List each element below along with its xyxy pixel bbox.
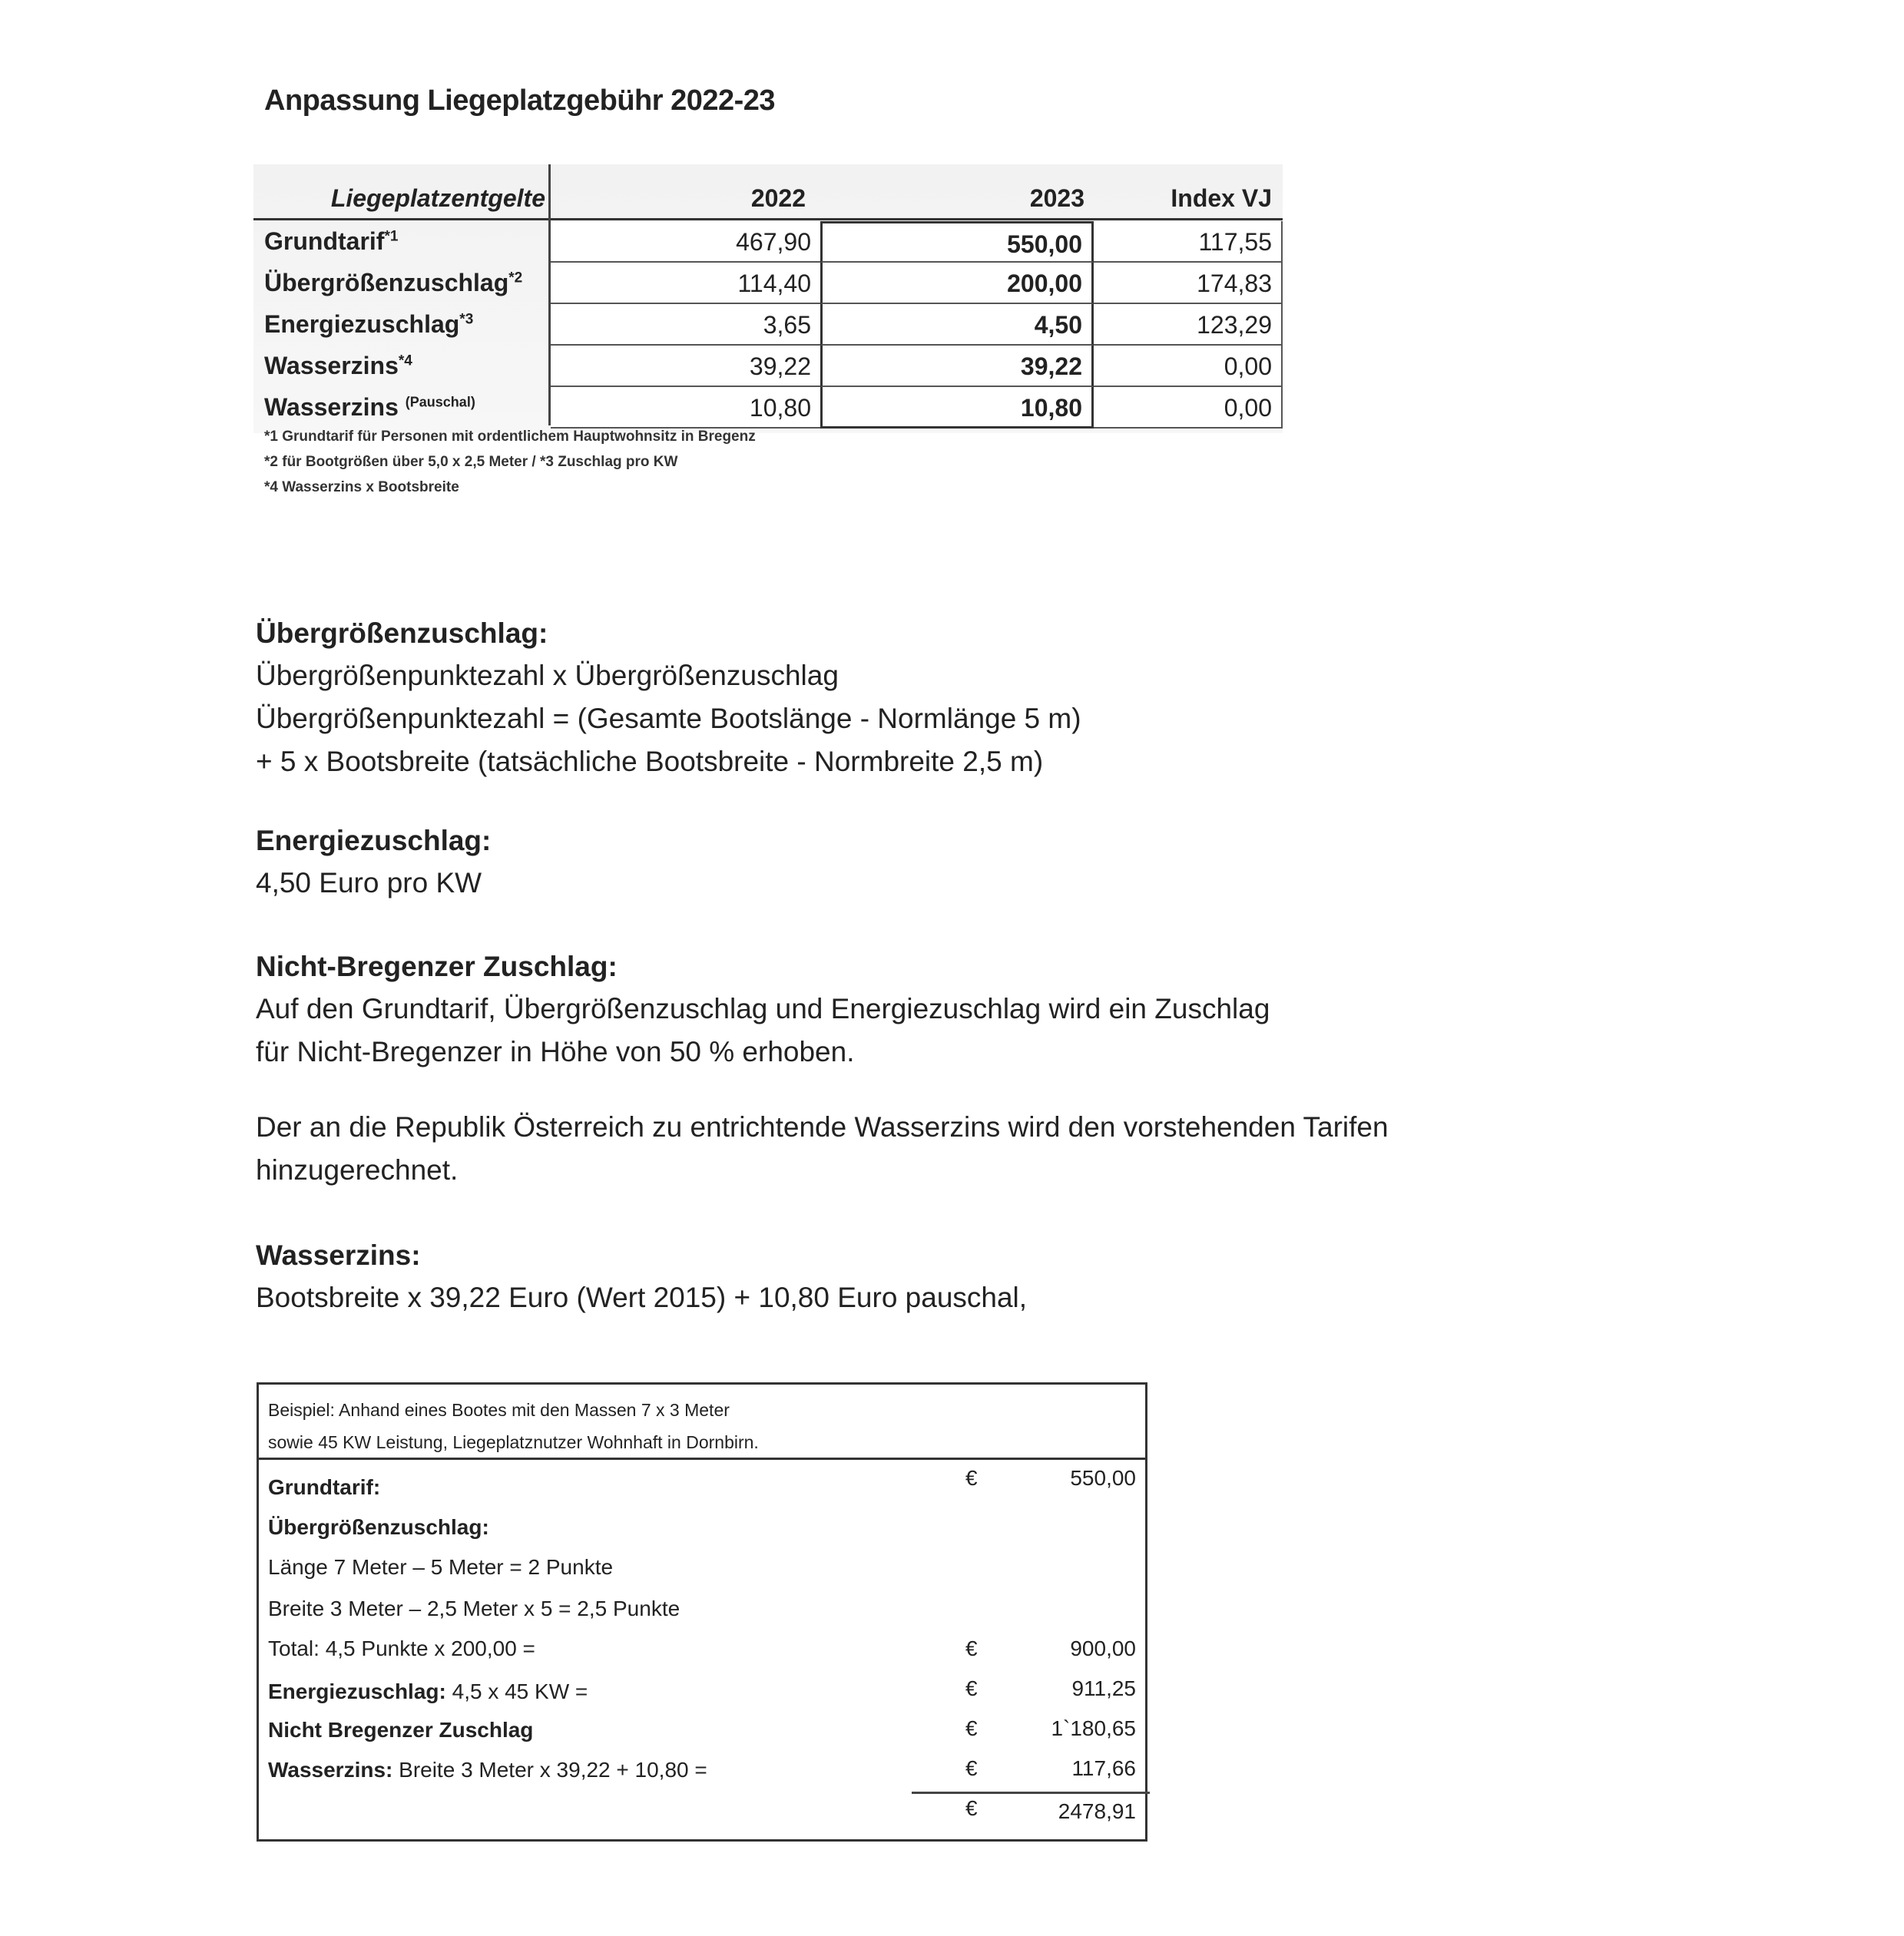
example-line-non-bregenz: Nicht Bregenzer Zuschlag xyxy=(268,1718,534,1742)
cell-2022: 114,40 xyxy=(551,263,820,304)
example-line-total-points: Total: 4,5 Punkte x 200,00 = xyxy=(268,1636,535,1660)
row-label: Übergrößenzuschlag$^{*2}$ xyxy=(264,269,523,296)
section-water xyxy=(256,1235,1027,1319)
currency-symbol: € xyxy=(965,1756,978,1780)
cell-2023: 10,80 xyxy=(820,387,1094,429)
table-row xyxy=(253,346,1283,387)
row-label: Grundtarif$^{*1}$ xyxy=(264,227,399,255)
section-energy xyxy=(256,820,491,905)
section-line: Bootsbreite x 39,22 Euro (Wert 2015) + 10,80 Euro pauschal, xyxy=(256,1282,1028,1313)
intro-line: sowie 45 KW Leistung, Liegeplatznutzer Wohnhaft in Dornbirn. xyxy=(268,1432,759,1452)
total-amount: 2478,91 xyxy=(1058,1799,1136,1823)
currency-symbol: € xyxy=(965,1636,978,1660)
section-line: Auf den Grundtarif, Übergrößenzuschlag und Energiezuschlag wird ein Zuschlag xyxy=(256,993,1270,1024)
cell-2022: 39,22 xyxy=(551,346,820,387)
amount: 900,00 xyxy=(1070,1636,1136,1660)
cell-index: 174,83 xyxy=(1094,263,1283,304)
section-line: 4,50 Euro pro KW xyxy=(256,867,482,899)
section-line: hinzugerechnet. xyxy=(256,1154,459,1186)
sum-rule xyxy=(912,1792,1150,1794)
cell-2022: 467,90 xyxy=(551,221,820,263)
currency-symbol: € xyxy=(965,1796,978,1820)
section-line: + 5 x Bootsbreite (tatsächliche Bootsbreite - Normbreite 2,5 m) xyxy=(256,746,1044,777)
cell-index: 0,00 xyxy=(1094,346,1283,387)
row-label: Wasserzins$^{*4}$ xyxy=(264,352,412,379)
page-title: Anpassung Liegeplatzgebühr 2022-23 xyxy=(264,84,776,117)
currency-symbol: € xyxy=(965,1716,978,1740)
header-divider xyxy=(253,218,1283,220)
column-header-2022: 2022 xyxy=(750,184,806,212)
row-label: Wasserzins $^{(Pauschal)}$ xyxy=(264,393,475,421)
section-line: Der an die Republik Österreich zu entrichtende Wasserzins wird den vorstehenden Tarifen xyxy=(256,1111,1389,1143)
section-heading: Übergrößenzuschlag: xyxy=(256,617,548,649)
cell-index: 123,29 xyxy=(1094,304,1283,346)
amount: 1`180,65 xyxy=(1051,1716,1136,1740)
intro-line: Beispiel: Anhand eines Bootes mit den Massen 7 x 3 Meter xyxy=(268,1400,730,1420)
table-row xyxy=(253,221,1283,263)
example-line-oversize: Übergrößenzuschlag: xyxy=(268,1515,489,1539)
example-line-energy: Energiezuschlag: 4,5 x 45 KW = xyxy=(268,1680,588,1703)
footnote: *1 Grundtarif für Personen mit ordentlichem Hauptwohnsitz in Bregenz xyxy=(264,429,756,445)
section-heading: Wasserzins: xyxy=(256,1239,421,1271)
table-footnotes xyxy=(264,424,756,500)
currency-symbol: € xyxy=(965,1676,978,1700)
footnote: *2 für Bootgrößen über 5,0 x 2,5 Meter / *3 Zuschlag pro KW xyxy=(264,454,678,470)
table-row xyxy=(253,263,1283,304)
cell-2022: 10,80 xyxy=(551,387,820,429)
footnote: *4 Wasserzins x Bootsbreite xyxy=(264,479,459,495)
column-header-index: Index VJ xyxy=(1171,184,1272,212)
table-row xyxy=(253,304,1283,346)
section-line: Übergrößenpunktezahl = (Gesamte Bootslänge - Normlänge 5 m) xyxy=(256,703,1081,734)
cell-2023: 4,50 xyxy=(820,304,1094,346)
example-intro xyxy=(259,1385,1145,1460)
section-heading: Nicht-Bregenzer Zuschlag: xyxy=(256,951,618,982)
section-non-bregenz xyxy=(256,946,1270,1074)
cell-2022: 3,65 xyxy=(551,304,820,346)
example-calculation-box xyxy=(257,1382,1147,1842)
cell-2023: 39,22 xyxy=(820,346,1094,387)
example-line-width: Breite 3 Meter – 2,5 Meter x 5 = 2,5 Punkte xyxy=(268,1597,680,1620)
example-line-water: Wasserzins: Breite 3 Meter x 39,22 + 10,80 = xyxy=(268,1758,707,1782)
cell-index: 117,55 xyxy=(1094,221,1283,263)
row-label: Energiezuschlag$^{*3}$ xyxy=(264,310,474,338)
cell-2023: 200,00 xyxy=(820,263,1094,304)
section-line: Übergrößenpunktezahl x Übergrößenzuschlag xyxy=(256,660,839,691)
currency-symbol: € xyxy=(965,1466,978,1490)
cell-index: 0,00 xyxy=(1094,387,1283,429)
section-oversize xyxy=(256,613,1081,783)
amount: 550,00 xyxy=(1070,1466,1136,1490)
section-heading: Energiezuschlag: xyxy=(256,825,492,856)
section-water-note xyxy=(256,1106,1389,1192)
example-line-grundtarif: Grundtarif: xyxy=(268,1475,381,1499)
column-header-label: Liegeplatzentgelte xyxy=(330,184,545,212)
column-header-2023: 2023 xyxy=(1029,184,1084,212)
example-line-length: Länge 7 Meter – 5 Meter = 2 Punkte xyxy=(268,1555,614,1579)
table-row xyxy=(253,387,1283,429)
section-line: für Nicht-Bregenzer in Höhe von 50 % erhoben. xyxy=(256,1036,855,1067)
amount: 117,66 xyxy=(1071,1756,1136,1780)
cell-2023: 550,00 xyxy=(820,221,1094,263)
amount: 911,25 xyxy=(1071,1676,1136,1700)
